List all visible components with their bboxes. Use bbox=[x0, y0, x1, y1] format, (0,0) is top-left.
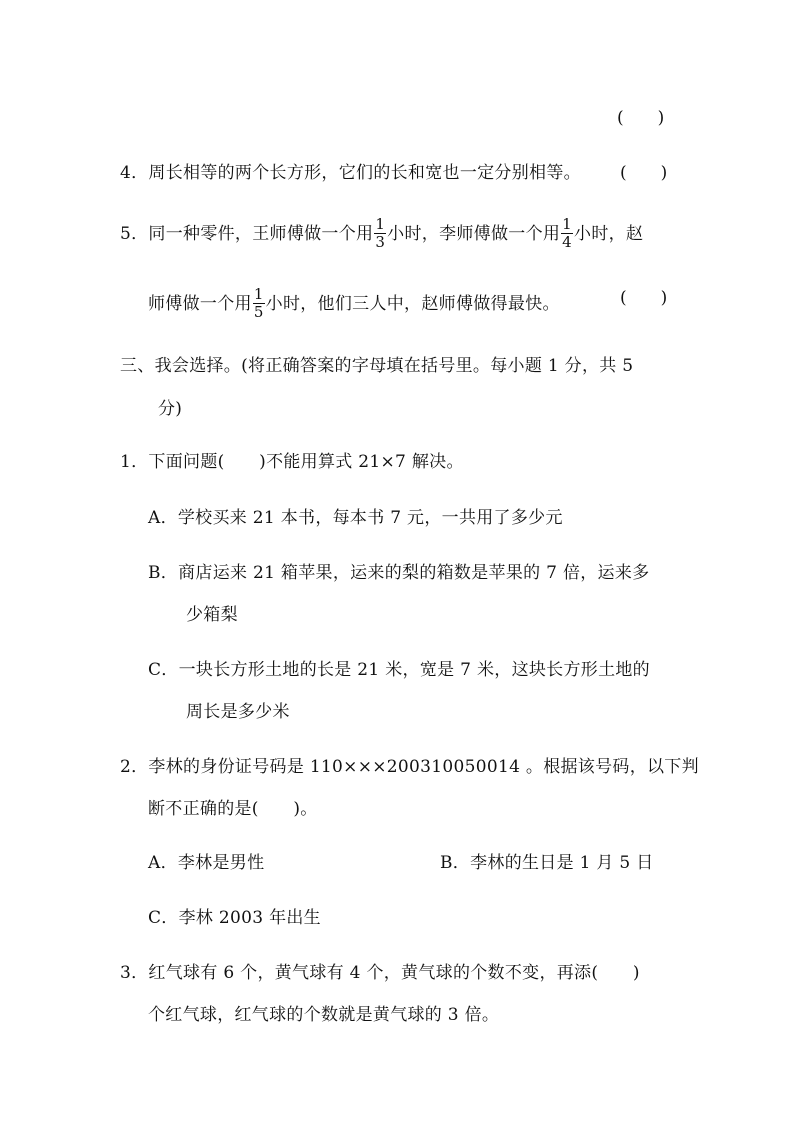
answer-blank: ( ) bbox=[617, 108, 665, 128]
question-5-line-2 bbox=[148, 287, 560, 322]
question-5-blank: ( ) bbox=[620, 288, 668, 308]
option-2a: A．李林是男性 bbox=[148, 853, 265, 873]
question-4 bbox=[120, 162, 581, 184]
option-1b: B．商店运来 21 箱苹果，运来的梨的箱数是苹果的 7 倍，运来多 bbox=[148, 563, 650, 583]
option-1a: A．学校买来 21 本书，每本书 7 元，一共用了多少元 bbox=[148, 508, 563, 528]
question-5-part-3: 小时，赵 bbox=[574, 224, 644, 244]
fraction-numerator: 1 bbox=[375, 215, 386, 233]
fraction-numerator: 1 bbox=[253, 285, 264, 303]
fraction-denominator: 4 bbox=[562, 233, 573, 251]
option-1b-cont: 少箱梨 bbox=[186, 605, 238, 625]
section-3-heading-cont: 分) bbox=[158, 399, 183, 419]
question-5-part-1: 5．同一种零件，王师傅做一个用 bbox=[120, 224, 374, 244]
fraction-one-third bbox=[374, 216, 386, 251]
fraction-one-fifth bbox=[253, 286, 265, 321]
fraction-denominator: 5 bbox=[253, 303, 264, 321]
question-5-part-2: 小时，李师傅做一个用 bbox=[387, 224, 561, 244]
question-4-text: 4．周长相等的两个长方形，它们的长和宽也一定分别相等。 bbox=[120, 163, 581, 183]
choice-question-3: 3．红气球有 6 个，黄气球有 4 个，黄气球的个数不变，再添( ) bbox=[120, 963, 640, 983]
fraction-denominator: 3 bbox=[375, 233, 386, 251]
question-5-part-5: 小时，他们三人中，赵师傅做得最快。 bbox=[265, 294, 560, 314]
option-2c: C．李林 2003 年出生 bbox=[148, 908, 321, 928]
fraction-numerator: 1 bbox=[562, 215, 573, 233]
choice-question-3-cont: 个红气球，红气球的个数就是黄气球的 3 倍。 bbox=[148, 1005, 500, 1025]
question-4-blank: ( ) bbox=[620, 163, 668, 183]
option-2b: B．李林的生日是 1 月 5 日 bbox=[440, 853, 654, 873]
choice-question-2-cont: 断不正确的是( )。 bbox=[148, 799, 318, 819]
section-3-heading: 三、我会选择。(将正确答案的字母填在括号里。每小题 1 分，共 5 bbox=[120, 356, 634, 376]
fraction-one-fourth bbox=[561, 216, 573, 251]
option-1c-cont: 周长是多少米 bbox=[186, 702, 290, 722]
choice-question-2: 2．李林的身份证号码是 110×××200310050014 。根据该号码，以下判 bbox=[120, 757, 699, 777]
question-5-part-4: 师傅做一个用 bbox=[148, 294, 252, 314]
option-1c: C．一块长方形土地的长是 21 米，宽是 7 米，这块长方形土地的 bbox=[148, 660, 650, 680]
choice-question-1: 1．下面问题( )不能用算式 21×7 解决。 bbox=[120, 452, 464, 472]
question-5-line-1 bbox=[120, 217, 643, 252]
